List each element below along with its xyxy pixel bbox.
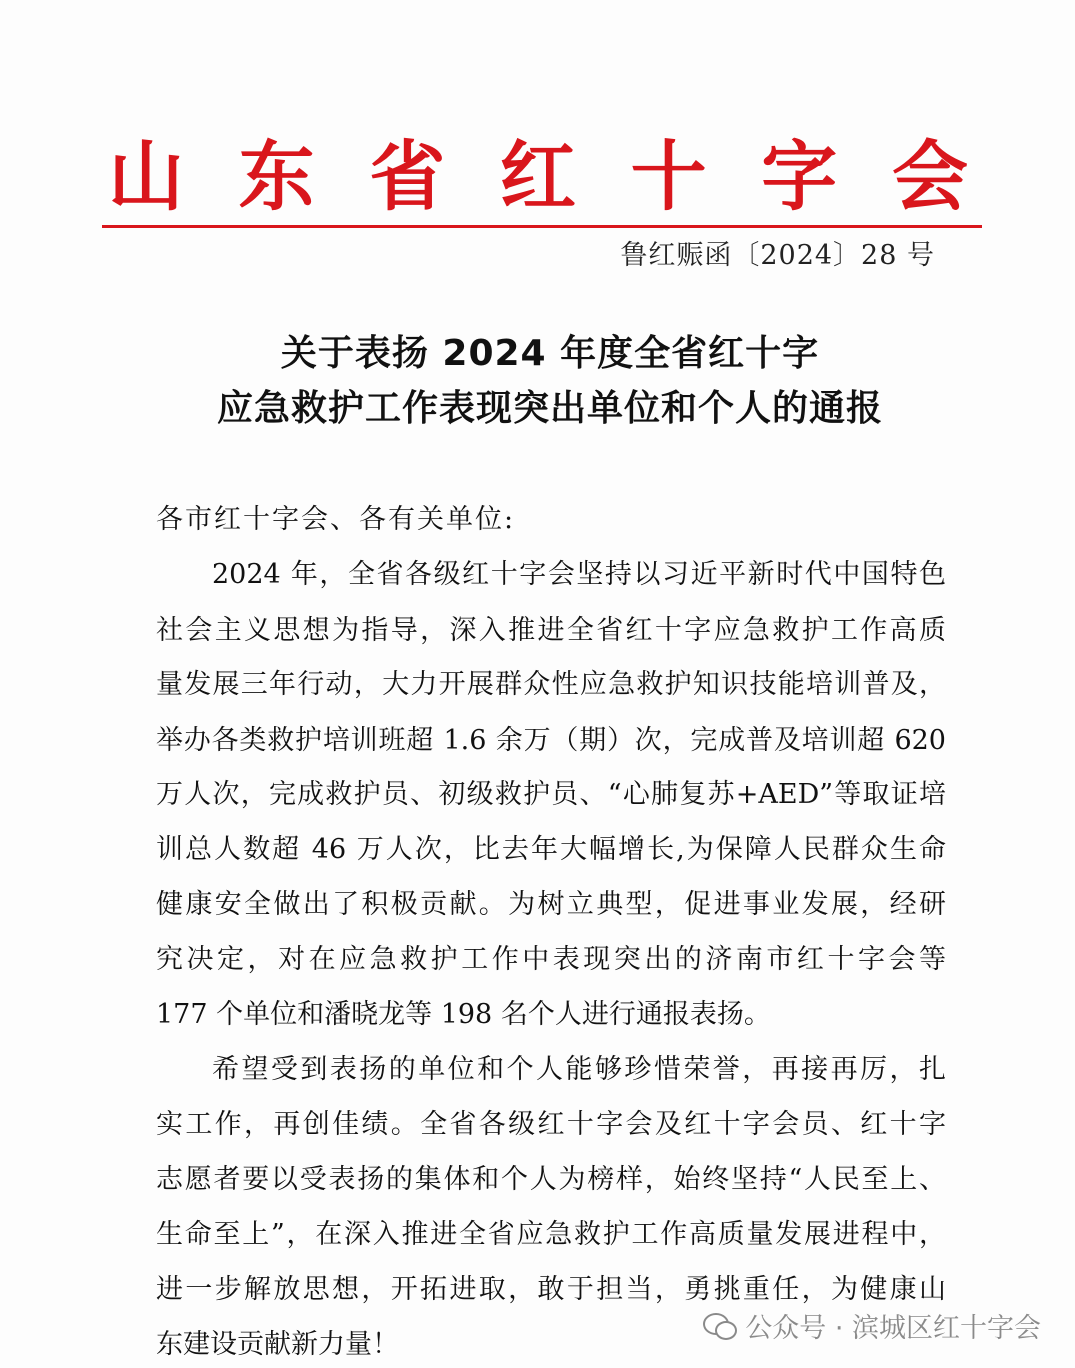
organization-header bbox=[108, 132, 968, 222]
org-char: 东 bbox=[238, 132, 315, 221]
body-line: 究决定，对在应急救护工作中表现突出的济南市红十字会等 bbox=[156, 944, 946, 975]
body-line: 希望受到表扬的单位和个人能够珍惜荣誉，再接再厉，扎 bbox=[212, 1054, 946, 1085]
body-line: 训总人数超 46 万人次，比去年大幅增长,为保障人民群众生命 bbox=[156, 834, 946, 865]
body-line: 2024 年，全省各级红十字会坚持以习近平新时代中国特色 bbox=[212, 559, 946, 590]
org-char: 字 bbox=[761, 132, 838, 221]
account-watermark bbox=[703, 1306, 1041, 1345]
body-line: 万人次，完成救护员、初级救护员、“心肺复苏+AED”等取证培 bbox=[156, 779, 946, 810]
body-line: 实工作，再创佳绩。全省各级红十字会及红十字会员、红十字 bbox=[156, 1109, 946, 1140]
body-line: 社会主义思想为指导，深入推进全省红十字应急救护工作高质 bbox=[156, 615, 946, 646]
org-char: 省 bbox=[369, 132, 446, 221]
org-char: 山 bbox=[108, 132, 184, 221]
body-line: 健康安全做出了积极贡献。为树立典型，促进事业发展，经研 bbox=[156, 889, 946, 920]
body-line: 进一步解放思想，开拓进取，敢于担当，勇挑重任，为健康山 bbox=[156, 1274, 946, 1305]
body-line: 志愿者要以受表扬的集体和个人为榜样，始终坚持“人民至上、 bbox=[156, 1164, 946, 1195]
org-char: 会 bbox=[891, 132, 968, 221]
body-line: 量发展三年行动，大力开展群众性应急救护知识技能培训普及， bbox=[156, 669, 946, 700]
body-line: 举办各类救护培训班超 1.6 余万（期）次，完成普及培训超 620 bbox=[156, 725, 946, 756]
body-line: 东建设贡献新力量！ bbox=[156, 1329, 399, 1360]
watermark-text: 公众号 · 滨城区红十字会 bbox=[745, 1313, 1041, 1344]
header-divider bbox=[102, 225, 982, 228]
salutation: 各市红十字会、各有关单位: bbox=[156, 504, 516, 535]
org-char: 十 bbox=[630, 132, 707, 221]
notice-title-line-1: 关于表扬 2024 年度全省红十字 bbox=[280, 333, 820, 374]
wechat-icon bbox=[703, 1311, 737, 1341]
notice-title-line-2: 应急救护工作表现突出单位和个人的通报 bbox=[216, 388, 883, 429]
document-number: 鲁红赈函〔2024〕28 号 bbox=[620, 240, 935, 271]
org-char: 红 bbox=[499, 132, 576, 221]
body-line: 177 个单位和潘晓龙等 198 名个人进行通报表扬。 bbox=[156, 999, 771, 1030]
body-line: 生命至上”，在深入推进全省应急救护工作高质量发展进程中， bbox=[156, 1219, 946, 1250]
